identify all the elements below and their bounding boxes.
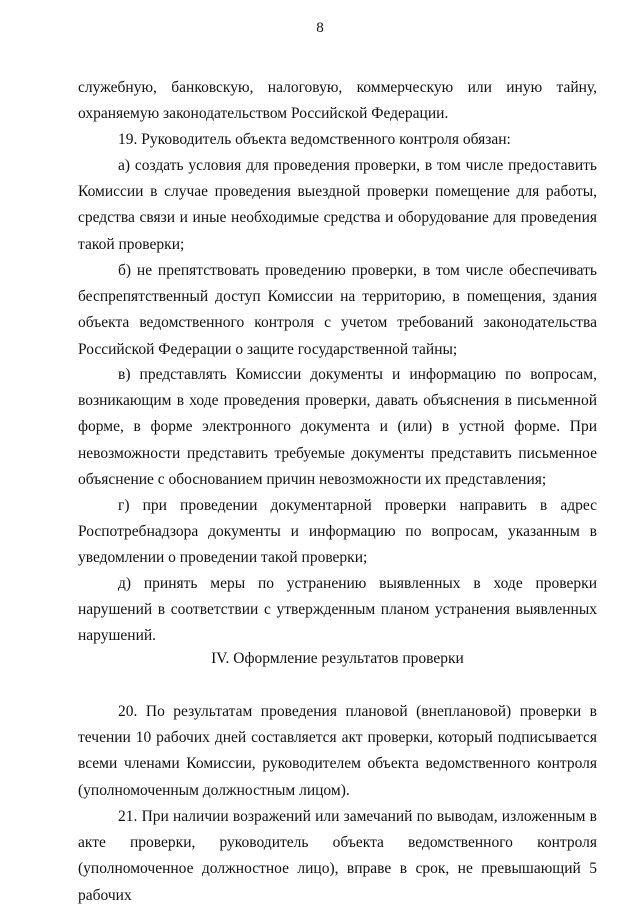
page-number: 8	[316, 20, 324, 36]
paragraph-continuation: служебную, банковскую, налоговую, коммерческую или иную тайну, охраняемую законодательством Российской Федерации.	[78, 79, 597, 123]
paragraph-19d: д) принять меры по устранению выявленных в ходе проверки нарушений в соответствии с утвержденным планом устранения выявленных нарушений.	[78, 575, 597, 645]
paragraph-19: 19. Руководитель объекта ведомственного контроля обязан:	[118, 131, 511, 148]
paragraph-19v: в) представлять Комиссии документы и информацию по вопросам, возникающим в ходе проведения проверки, давать объяснения в письменной форме, в форме электронного документа и (или) в устной форме. При невозможности представить требуемые документы представить письменное объяснение с обоснованием причин невозможности их представления;	[78, 366, 597, 488]
paragraph-19g: г) при проведении документарной проверки направить в адрес Роспотребнадзора документы и информацию по вопросам, указанным в уведомлении о проведении такой проверки;	[78, 497, 597, 567]
paragraph-20: 20. По результатам проведения плановой (внеплановой) проверки в течении 10 рабочих дней составляется акт проверки, который подписывается всеми членами Комиссии, руководителем объекта ведомственного контроля (уполномоченным должностным лицом).	[78, 703, 597, 799]
paragraph-19a: а) создать условия для проведения проверки, в том числе предоставить Комиссии в случае проведения выездной проверки помещение для работы, средства связи и иные необходимые средства и оборудование для проведения такой проверки;	[78, 157, 597, 253]
paragraph-21: 21. При наличии возражений или замечаний по выводам, изложенным в акте проверки, руководитель объекта ведомственного контроля (уполномоченное должностное лицо), вправе в срок, не превышающий 5 рабочих	[78, 808, 597, 904]
paragraph-19b: б) не препятствовать проведению проверки, в том числе обеспечивать беспрепятственный доступ Комиссии на территорию, в помещения, здания объекта ведомственного контроля с учетом требований законодательства Российской Федерации о защите государственной тайны;	[78, 262, 597, 358]
section-heading: IV. Оформление результатов проверки	[211, 650, 464, 667]
